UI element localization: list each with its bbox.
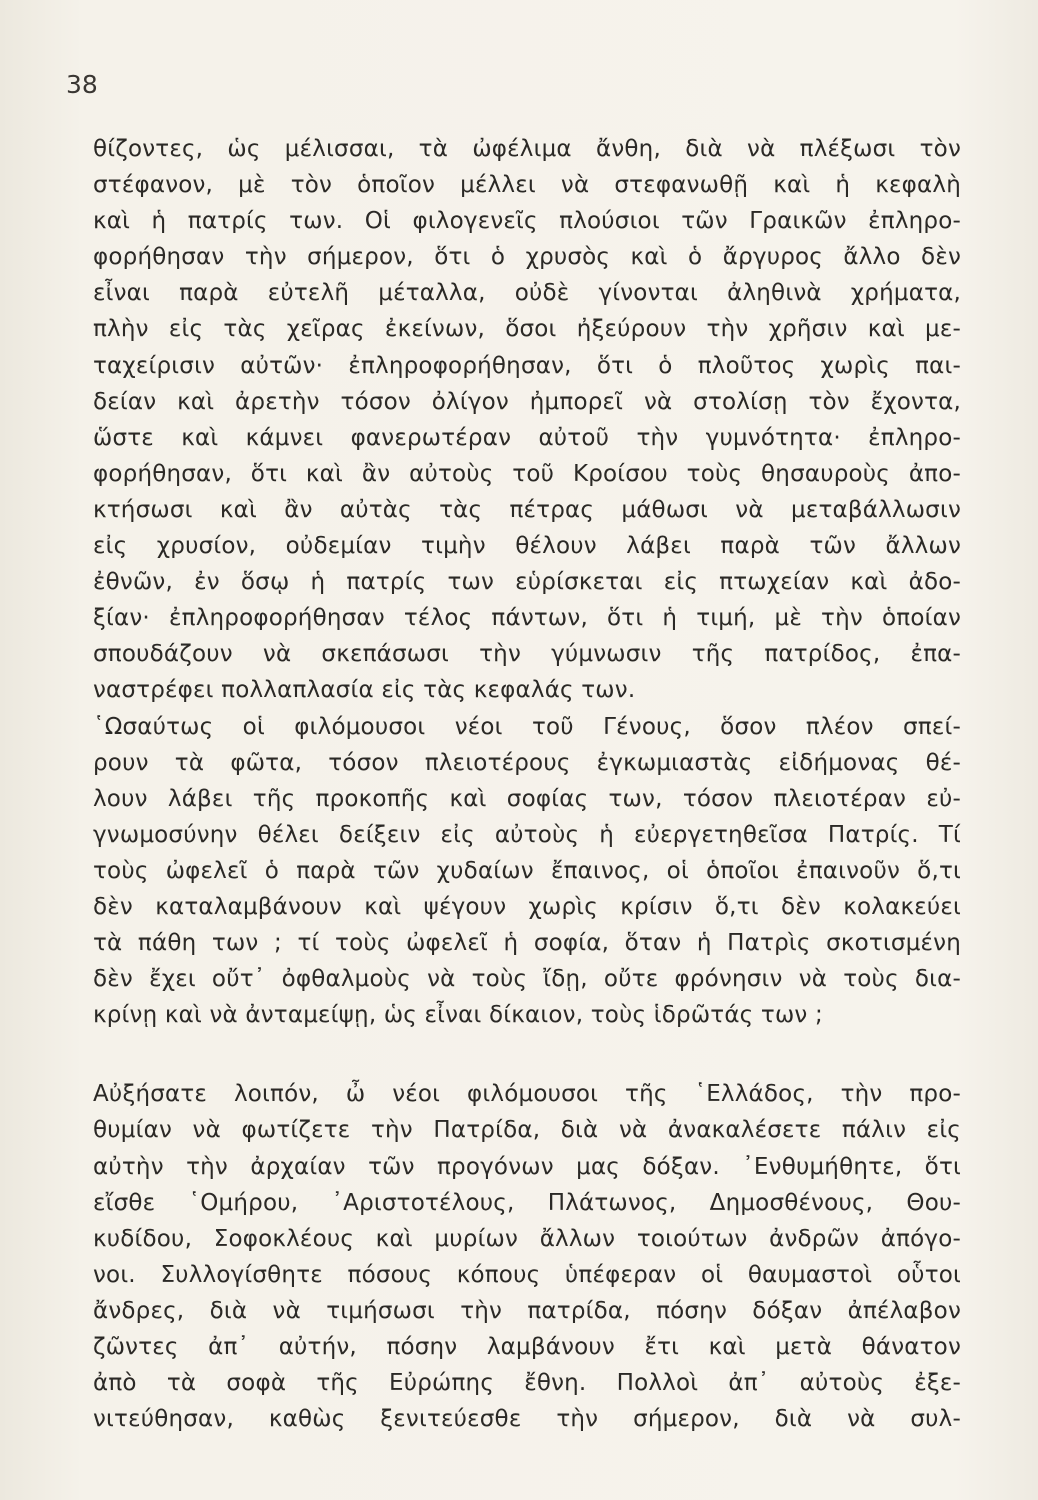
text-line: θυμίαν νὰ φωτίζετε τὴν Πατρίδα, διὰ νὰ ἀνακαλέσετε πάλιν εἰς xyxy=(93,1117,961,1144)
text-line: ὥστε καὶ κάμνει φανερωτέραν αὐτοῦ τὴν γυμνότητα· ἐπληρο- xyxy=(93,424,961,451)
text-line: νοι. Συλλογίσθητε πόσους κόπους ὑπέφεραν οἱ θαυμαστοὶ οὗτοι xyxy=(93,1261,961,1288)
paragraph-3 xyxy=(93,1076,961,1437)
text-line: ἄνδρες, διὰ νὰ τιμήσωσι τὴν πατρίδα, πόσην δόξαν ἀπέλαβον xyxy=(93,1297,961,1324)
paragraph-gap xyxy=(93,1033,961,1076)
text-line: ζῶντες ἀπ᾽ αὐτήν, πόσην λαμβάνουν ἔτι καὶ μετὰ θάνατον xyxy=(93,1334,961,1360)
text-line: κυδίδου, Σοφοκλέους καὶ μυρίων ἄλλων τοιούτων ἀνδρῶν ἀπόγο- xyxy=(93,1225,961,1252)
text-line: πλὴν εἰς τὰς χεῖρας ἐκείνων, ὅσοι ἠξεύρουν τὴν χρῆσιν καὶ με- xyxy=(93,316,961,343)
text-line: τὰ πάθη των ; τί τοὺς ὠφελεῖ ἡ σοφία, ὅταν ἡ Πατρὶς σκοτισμένη xyxy=(93,930,961,957)
text-line: θίζοντες, ὡς μέλισσαι, τὰ ὠφέλιμα ἄνθη, διὰ νὰ πλέξωσι τὸν xyxy=(93,136,961,162)
text-line: Αὐξήσατε λοιπόν, ὦ νέοι φιλόμουσοι τῆς ῾Ελλάδος, τὴν προ- xyxy=(93,1081,961,1108)
text-line: ξίαν· ἐπληροφορήθησαν τέλος πάντων, ὅτι ἡ τιμή, μὲ τὴν ὁποίαν xyxy=(93,605,961,632)
paragraph-2 xyxy=(93,709,961,1034)
text-line: λουν λάβει τῆς προκοπῆς καὶ σοφίας των, τόσον πλειοτέραν εὐ- xyxy=(93,785,961,812)
text-line: φορήθησαν, ὅτι καὶ ἂν αὐτοὺς τοῦ Κροίσου τοὺς θησαυροὺς ἀπο- xyxy=(93,460,961,487)
text-line: ῾Ωσαύτως οἱ φιλόμουσοι νέοι τοῦ Γένους, ὅσον πλέον σπεί- xyxy=(93,713,961,740)
text-line: εἰς χρυσίον, οὐδεμίαν τιμὴν θέλουν λάβει παρὰ τῶν ἄλλων xyxy=(93,533,961,560)
text-line: δὲν ἔχει οὔτ᾽ ὀφθαλμοὺς νὰ τοὺς ἴδῃ, οὔτε φρόνησιν νὰ τοὺς δια- xyxy=(93,966,961,993)
text-line: ἐθνῶν, ἐν ὅσῳ ἡ πατρίς των εὑρίσκεται εἰς πτωχείαν καὶ ἀδο- xyxy=(93,569,961,596)
text-line: εἴσθε ῾Ομήρου, ᾽Αριστοτέλους, Πλάτωνος, Δημοσθένους, Θου- xyxy=(93,1189,961,1216)
text-line: ρουν τὰ φῶτα, τόσον πλειοτέρους ἐγκωμιαστὰς εἰδήμονας θέ- xyxy=(93,749,961,776)
text-line: σπουδάζουν νὰ σκεπάσωσι τὴν γύμνωσιν τῆς πατρίδος, ἐπα- xyxy=(93,641,961,668)
text-line: αὐτὴν τὴν ἀρχαίαν τῶν προγόνων μας δόξαν. ᾽Ενθυμήθητε, ὅτι xyxy=(93,1153,961,1180)
text-line: δὲν καταλαμβάνουν καὶ ψέγουν χωρὶς κρίσιν ὅ,τι δὲν κολακεύει xyxy=(93,893,961,920)
text-line: ναστρέφει πολλαπλασία εἰς τὰς κεφαλάς των. xyxy=(93,677,636,704)
text-line: κρίνῃ καὶ νὰ ἀνταμείψῃ, ὡς εἶναι δίκαιον, τοὺς ἱδρῶτάς των ; xyxy=(93,1002,823,1029)
text-line: νιτεύθησαν, καθὼς ξενιτεύεσθε τὴν σήμερον, διὰ νὰ συλ- xyxy=(93,1406,961,1433)
text-line: γνωμοσύνην θέλει δείξειν εἰς αὐτοὺς ἡ εὐεργετηθεῖσα Πατρίς. Τί xyxy=(93,821,961,848)
text-line: τοὺς ὠφελεῖ ὁ παρὰ τῶν χυδαίων ἔπαινος, οἱ ὁποῖοι ἐπαινοῦν ὅ,τι xyxy=(93,857,961,884)
paragraph-1 xyxy=(93,131,961,709)
text-line: στέφανον, μὲ τὸν ὁποῖον μέλλει νὰ στεφανωθῇ καὶ ἡ κεφαλὴ xyxy=(93,172,961,199)
text-line: κτήσωσι καὶ ἂν αὐτὰς τὰς πέτρας μάθωσι νὰ μεταβάλλωσιν xyxy=(93,496,961,523)
text-line: καὶ ἡ πατρίς των. Οἱ φιλογενεῖς πλούσιοι τῶν Γραικῶν ἐπληρο- xyxy=(93,208,961,235)
text-line: φορήθησαν τὴν σήμερον, ὅτι ὁ χρυσὸς καὶ ὁ ἄργυρος ἄλλο δὲν xyxy=(93,244,961,271)
text-line: ἀπὸ τὰ σοφὰ τῆς Εὐρώπης ἔθνη. Πολλοὶ ἀπ᾽ αὐτοὺς ἐξε- xyxy=(93,1370,961,1397)
text-line: δείαν καὶ ἀρετὴν τόσον ὀλίγον ἠμπορεῖ νὰ στολίσῃ τὸν ἔχοντα, xyxy=(93,388,961,415)
text-line: εἶναι παρὰ εὐτελῆ μέταλλα, οὐδὲ γίνονται ἀληθινὰ χρήματα, xyxy=(93,280,961,307)
body-text xyxy=(93,131,961,1437)
page-number: 38 xyxy=(66,70,98,99)
text-line: ταχείρισιν αὐτῶν· ἐπληροφορήθησαν, ὅτι ὁ πλοῦτος χωρὶς παι- xyxy=(93,352,961,379)
